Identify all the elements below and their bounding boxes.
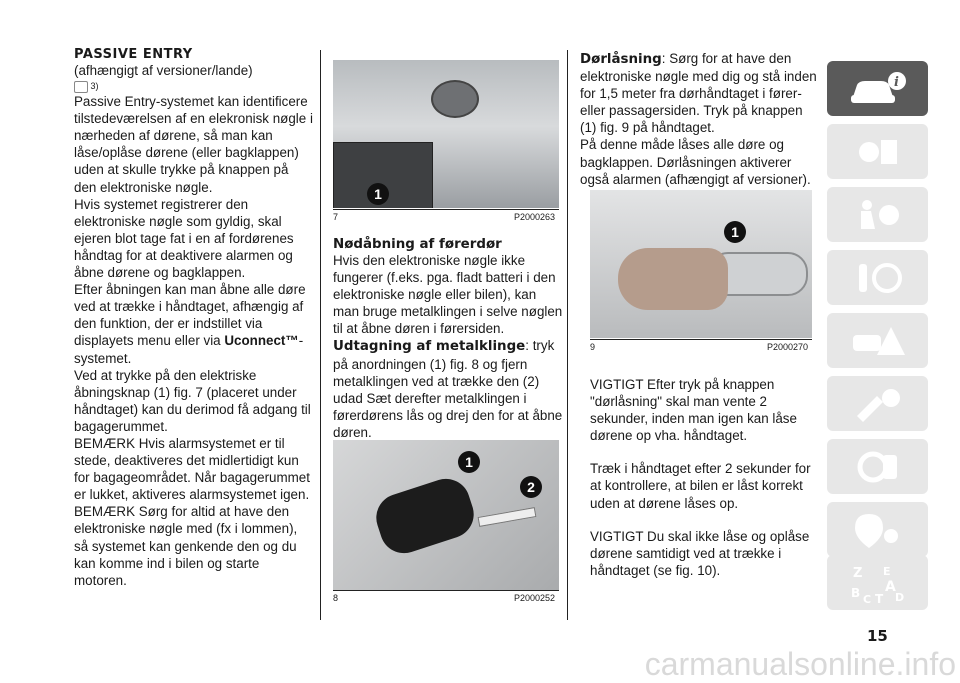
paragraph: BEMÆRK Hvis alarmsystemet er til stede, deaktiveres det midlertidigt kun for bagageområdet. Når bagagerummet er lukket, aktiveres alarmsystemet igen. (74, 435, 310, 503)
section-heading: Nødåbning af førerdør (333, 237, 502, 252)
figure-code: P2000252 (514, 593, 556, 603)
paragraph: Efter åbningen kan man åbne alle døre ved at trække i håndtaget, afhængig af den funktion, der er indstillet via displayets menu eller via Uconnect™-systemet. (74, 282, 306, 366)
page-number: 15 (867, 627, 888, 645)
column-divider (320, 50, 321, 620)
paragraph: Ved at trykke på den elektriske åbningsknap (1) fig. 7 (placeret under håndtaget) kan du derimod få adgang til bagagerummet. (74, 367, 311, 434)
metal-blade (478, 507, 537, 527)
car-logo (431, 80, 479, 118)
svg-text:B: B (851, 586, 861, 600)
svg-text:i: i (894, 75, 899, 90)
figure-code: P2000263 (514, 212, 556, 222)
paragraph: BEMÆRK Sørg for altid at have den elektroniske nøgle med (fx i lommen), så systemet kan genkende den og du kan komme ind i bilen og starte motoren. (74, 504, 298, 588)
figure-rule (333, 209, 559, 210)
tab-service[interactable] (827, 439, 928, 494)
tools-icon (847, 384, 907, 424)
svg-text:A: A (885, 579, 896, 595)
paragraph: Hvis systemet registrerer den elektroniske nøgle som gyldig, skal ejeren blot tage fat i en af fordørenes håndtag for at deaktivere alarmen og åbne dørene og bagklappen. (74, 196, 294, 281)
key-steering-icon (847, 258, 907, 298)
figure-7-image (333, 60, 559, 208)
paragraph: VIGTIGT Efter tryk på knappen "dørlåsning" skal man vente 2 sekunder, inden man igen kan låse dørene op vha. håndtaget. (590, 377, 797, 444)
svg-text:C: C (863, 593, 872, 603)
tab-car-info[interactable] (827, 61, 928, 116)
warning-ref: 3) (74, 79, 314, 93)
figure-number: 8 (333, 593, 339, 603)
index-letters-icon (847, 563, 907, 603)
figure-number: 9 (590, 342, 596, 352)
callout-1: 1 (458, 451, 480, 473)
callout-2: 2 (520, 476, 542, 498)
paragraph: Dørlåsning: Sørg for at have den elektroniske nøgle med dig og stå inden for 1,5 meter fra dørhåndtaget i fører- eller passagersiden. Tryk på knappen (1) fig. 9 på håndtaget. (580, 51, 817, 136)
section-title: PASSIVE ENTRY (74, 47, 193, 62)
svg-text:Z: Z (853, 566, 863, 581)
figure-code: P2000270 (767, 342, 809, 352)
callout-1: 1 (367, 183, 389, 205)
paragraph: Hvis den elektroniske nøgle ikke fungerer (f.eks. pga. fladt batteri i den elektroniske nøgle eller bilen), kan man bruge metalklingen i selve nøglen til at åbne døren i førersiden. (333, 253, 563, 337)
warning-icon (74, 81, 88, 93)
tab-warning[interactable] (827, 313, 928, 368)
paragraph: på anordningen (1) fig. 8 og fjern metalklingen ved at trække den (2) udad Sæt derefter metalklingen i førerdørens lås og drej den for at åbne døren. (333, 356, 563, 440)
svg-text:E: E (883, 565, 891, 578)
svg-text:D: D (895, 591, 905, 603)
tab-key-steering[interactable] (827, 250, 928, 305)
column-2-text (333, 237, 563, 441)
dashboard-lights-icon (847, 132, 907, 172)
column-divider (567, 50, 568, 620)
paragraph: På denne måde låses alle døre og bagklappen. Dørlåsningen aktiverer også alarmen (afhængigt af versioner). (580, 137, 811, 187)
figure-rule (590, 339, 812, 340)
figure-8-image (333, 440, 559, 590)
section-subtitle: (afhængigt af versioner/lande) (74, 63, 253, 78)
tab-dashboard-lights[interactable] (827, 124, 928, 179)
tab-tools[interactable] (827, 376, 928, 431)
paragraph: VIGTIGT Du skal ikke låse og oplåse dørene samtidigt ved at trække i håndtaget (se fig. 10). (590, 528, 810, 578)
key-fob (370, 473, 480, 560)
paragraph: Udtagning af metalklinge: tryk (333, 338, 555, 355)
tab-index[interactable] (827, 555, 928, 610)
paragraph: Træk i håndtaget efter 2 sekunder for at kontrollere, at bilen er låst korrekt uden at dørene låses op. (590, 461, 811, 511)
watermark: carmanualsonline.info (644, 646, 956, 682)
media-icon (847, 510, 907, 550)
callout-1: 1 (724, 221, 746, 243)
column-3-notes (590, 376, 815, 579)
tab-seat-airbag[interactable] (827, 187, 928, 242)
figure-9-image (590, 190, 812, 338)
figure-number: 7 (333, 212, 339, 222)
hand-shape (618, 248, 728, 310)
column-1 (74, 47, 314, 589)
figure-rule (333, 590, 559, 591)
warning-triangle-icon (847, 321, 907, 361)
svg-text:T: T (875, 592, 884, 603)
column-3-text (580, 50, 820, 188)
paragraph: Passive Entry-systemet kan identificere tilstedeværelsen af en elekronisk nøgle i nærheden af dørene, så man kan låse/oplåse dørene (eller bagklappen) uden at skulle trykke på knappen på den elektroniske nøgle. (74, 94, 313, 195)
car-info-icon (847, 69, 907, 109)
seat-airbag-icon (847, 195, 907, 235)
tab-media[interactable] (827, 502, 928, 557)
service-icon (847, 447, 907, 487)
